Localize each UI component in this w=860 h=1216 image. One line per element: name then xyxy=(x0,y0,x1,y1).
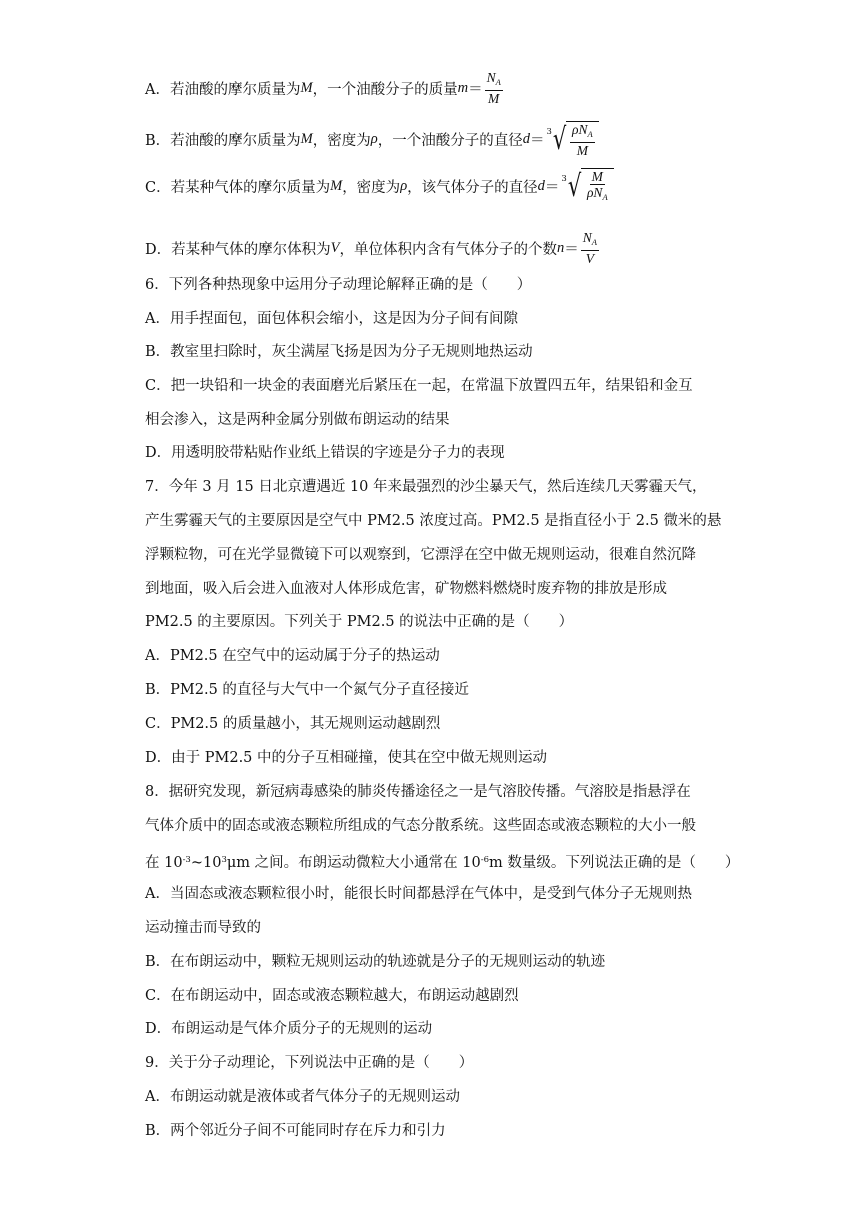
q5-b-var-rho: ρ xyxy=(370,131,378,147)
q5-d-numerator-sub: A xyxy=(591,237,597,247)
q5-c-root-index: 3 xyxy=(561,173,567,184)
q5-b-text: B．若油酸的摩尔质量为 xyxy=(145,133,301,149)
q5-d-fraction xyxy=(581,230,599,266)
q8-option-c: C．在布朗运动中，固态或液态颗粒越大，布朗运动越剧烈 xyxy=(145,988,519,1004)
q5-c-fraction xyxy=(585,169,610,205)
q8-stem-line1: 8．据研究发现，新冠病毒感染的肺炎传播途径之一是气溶胶传播。气溶胶是指悬浮在 xyxy=(145,784,691,800)
q5-d-text: D．若某种气体的摩尔体积为 xyxy=(145,241,331,258)
q5-c-text-mid2: ，该气体分子的直径 xyxy=(407,180,538,196)
q5-a-var-m: M xyxy=(300,79,313,96)
q5-b-var-m: M xyxy=(300,131,313,147)
q5-option-b xyxy=(145,121,599,158)
q7-option-a: A．PM2.5 在空气中的运动属于分子的热运动 xyxy=(145,648,440,664)
q7-stem-line2: 产生雾霾天气的主要原因是空气中 PM2.5 浓度过高。PM2.5 是指直径小于 2.5 微米的悬 xyxy=(145,513,722,529)
q8-stem3-part-b: ~10 xyxy=(190,855,222,871)
q5-b-numerator: ρN xyxy=(572,122,588,137)
q5-b-equals: ＝ xyxy=(529,133,545,149)
q5-d-numerator: N xyxy=(582,230,592,245)
q5-b-var-d: d xyxy=(522,131,530,147)
q5-c-equals: ＝ xyxy=(544,180,560,196)
q5-b-denominator: M xyxy=(576,143,588,158)
q8-stem-line2: 气体介质中的固态或液态颗粒所组成的气态分散系统。这些固态或液态颗粒的大小一般 xyxy=(145,818,696,834)
q5-a-text: A．若油酸的摩尔质量为 xyxy=(145,81,301,98)
q5-c-numerator: M xyxy=(591,169,603,184)
q5-a-denominator: M xyxy=(488,91,500,106)
q5-option-a xyxy=(145,70,505,106)
q5-a-var-small-m: m xyxy=(457,79,469,96)
q5-b-root-index: 3 xyxy=(546,126,552,137)
q6-option-a: A．用手捏面包，面包体积会缩小，这是因为分子间有间隙 xyxy=(145,311,518,327)
q5-c-text-mid1: ，密度为 xyxy=(342,180,401,196)
q7-option-d: D．由于 PM2.5 中的分子互相碰撞，使其在空中做无规则运动 xyxy=(145,750,548,766)
q5-c-denominator-sub: A xyxy=(602,192,608,202)
q8-option-b: B．在布朗运动中，颗粒无规则运动的轨迹就是分子的无规则运动的轨迹 xyxy=(145,954,606,970)
q5-c-cube-root: 3 √ $\frac{M}{\rho N_A}$ xyxy=(561,168,613,205)
q5-b-text-mid2: ，一个油酸分子的直径 xyxy=(377,133,523,149)
q7-option-c: C．PM2.5 的质量越小，其无规则运动越剧烈 xyxy=(145,716,441,732)
q8-stem3-part-d: m 数量级。下列说法正确的是（ ） xyxy=(489,855,740,871)
q6-option-b: B．教室里扫除时，灰尘满屋飞扬是因为分子无规则地热运动 xyxy=(145,344,533,360)
q5-b-cube-root: 3 √ $\frac{\rho N_A}{M}$ xyxy=(546,121,598,158)
q6-option-c-line1: C．把一块铅和一块金的表面磨光后紧压在一起，在常温下放置四五年，结果铅和金互 xyxy=(145,378,693,394)
q5-c-var-d: d xyxy=(537,178,545,194)
q5-d-text-mid: ，单位体积内含有气体分子的个数 xyxy=(339,241,557,258)
q6-option-c-line2: 相会渗入，这是两种金属分别做布朗运动的结果 xyxy=(145,412,450,428)
q5-c-text: C．若某种气体的摩尔质量为 xyxy=(145,180,331,196)
q5-option-d xyxy=(145,230,601,266)
q7-stem-line3: 浮颗粒物，可在光学显微镜下可以观察到，它漂浮在空中做无规则运动，很难自然沉降 xyxy=(145,547,696,563)
q7-stem-line1: 7．今年 3 月 15 日北京遭遇近 10 年来最强烈的沙尘暴天气，然后连续几天雾霾天气， xyxy=(145,479,707,495)
q5-b-numerator-sub: A xyxy=(587,129,593,139)
q8-stem-line3 xyxy=(145,850,739,873)
q5-b-fraction xyxy=(570,122,595,158)
q5-d-var-n: n xyxy=(556,239,565,256)
q8-option-a-line2: 运动撞击而导致的 xyxy=(145,920,261,936)
q7-stem-line5: PM2.5 的主要原因。下列关于 PM2.5 的说法中正确的是（ ） xyxy=(145,614,574,630)
q5-a-numerator-sub: A xyxy=(495,77,501,87)
q5-d-var-v: V xyxy=(330,239,340,256)
q5-b-text-mid1: ，密度为 xyxy=(312,133,371,149)
q9-stem: 9．关于分子动理论，下列说法中正确的是（ ） xyxy=(145,1055,474,1071)
q7-option-b: B．PM2.5 的直径与大气中一个氮气分子直径接近 xyxy=(145,682,469,698)
q7-stem-line4: 到地面，吸入后会进入血液对人体形成危害，矿物燃料燃烧时废弃物的排放是形成 xyxy=(145,581,667,597)
q5-c-var-m: M xyxy=(330,178,343,194)
q9-option-a: A．布朗运动就是液体或者气体分子的无规则运动 xyxy=(145,1089,460,1105)
q8-stem3-exponent2: 3 xyxy=(221,855,227,865)
q6-option-d: D．用透明胶带粘贴作业纸上错误的字迹是分子力的表现 xyxy=(145,445,505,461)
q5-a-equals: ＝ xyxy=(468,81,483,98)
q5-c-denominator: ρN xyxy=(586,185,603,200)
q8-stem3-part-a: 在 10 xyxy=(145,855,183,871)
q5-a-text-mid: ，一个油酸分子的质量 xyxy=(312,81,458,98)
q5-a-numerator: N xyxy=(486,70,496,85)
q5-c-var-rho: ρ xyxy=(400,178,408,194)
q8-option-a-line1: A．当固态或液态颗粒很小时，能很长时间都悬浮在气体中，是受到气体分子无规则热 xyxy=(145,886,692,902)
q5-option-c xyxy=(145,168,614,205)
q8-option-d: D．布朗运动是气体介质分子的无规则的运动 xyxy=(145,1021,433,1037)
q8-stem3-part-c: μm 之间。布朗运动微粒大小通常在 10 xyxy=(226,855,481,871)
q6-stem: 6．下列各种热现象中运用分子动理论解释正确的是（ ） xyxy=(145,277,532,293)
q8-stem3-exponent3: -6 xyxy=(480,855,489,865)
q5-d-denominator: V xyxy=(585,251,594,266)
q8-stem3-exponent1: -3 xyxy=(182,855,191,865)
q5-a-fraction xyxy=(485,70,503,106)
q9-option-b: B．两个邻近分子间不可能同时存在斥力和引力 xyxy=(145,1123,446,1139)
q5-d-equals: ＝ xyxy=(564,241,579,258)
